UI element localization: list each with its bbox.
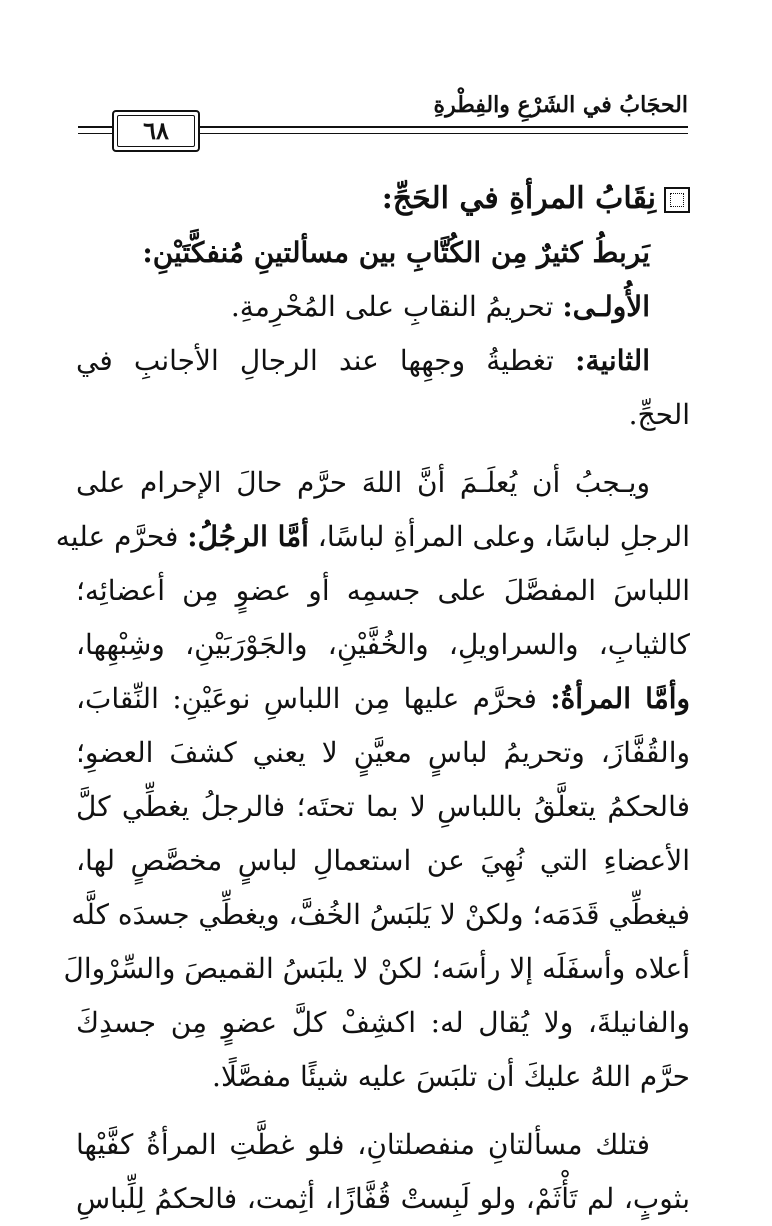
paragraph-line: [76, 672, 690, 726]
text-run: الرجلِ لباسًا، وعلى المرأةِ لباسًا،: [308, 520, 690, 553]
page-header: [78, 92, 688, 152]
paragraph-line: والفانيلةَ، ولا يُقال له: اكشِفْ كلَّ عضوٍ مِن جسدِكَ: [76, 1006, 690, 1039]
page-number: ٦٨: [143, 116, 169, 145]
paragraph-line: فالحكمُ يتعلَّقُ باللباسِ لا بما تحتَه؛ فالرجلُ يغطِّي كلَّ: [76, 790, 690, 823]
paragraph-line: فتلك مسألتانِ منفصلتانِ، فلو غطَّتِ المرأةُ كفَّيْها: [76, 1128, 650, 1161]
text-run: فحرَّم عليه: [55, 520, 188, 553]
paragraph-line: [55, 510, 690, 564]
paragraph-line: اللباسَ المفصَّلَ على جسمِه أو عضوٍ مِن أعضائِه؛: [76, 574, 690, 607]
woman-label: وأمَّا المرأةُ:: [550, 682, 691, 715]
second-label: الثانية:: [575, 344, 650, 377]
running-title: الحجَابُ في الشَرْعِ والفِطْرةِ: [433, 92, 688, 118]
text-run: فحرَّم عليها مِن اللباسِ نوعَيْنِ: النِّقابَ،: [76, 682, 551, 715]
paragraph-line: ويـجبُ أن يُعلَـمَ أنَّ اللهَ حرَّم حالَ الإحرام على: [76, 466, 650, 499]
paragraph-line: بثوبٍ، لم تَأْثَمْ، ولو لَبِستْ قُفَّازًا، أثِمت، فالحكمُ لِلِّباسِ: [76, 1182, 690, 1215]
second-issue: [76, 334, 690, 388]
man-label: أمَّا الرجُلُ:: [187, 520, 309, 553]
first-label: الأُولـى:: [562, 290, 650, 323]
section-marker-icon: [664, 187, 690, 213]
paragraph-line: أعلاه وأسفَلَه إلا رأسَه؛ لكنْ لا يلبَسُ القميصَ والسِّرْوالَ: [63, 952, 690, 985]
second-text: تغطيةُ وجهِها عند الرجالِ الأجانبِ في: [76, 344, 576, 377]
subheading: يَربطُ كثيرٌ مِن الكُتَّابِ بين مسألتينِ مُنفكَّتَيْنِ:: [142, 236, 650, 269]
page-body: [55, 172, 691, 1226]
section-heading-text: نِقَابُ المرأةِ في الحَجِّ:: [381, 181, 656, 216]
section-heading: [76, 172, 690, 226]
paragraph-line: الأعضاءِ التي نُهِيَ عن استعمالِ لباسٍ مخصَّصٍ لها،: [76, 844, 690, 877]
first-text: تحريمُ النقابِ على المُحْرِمةِ.: [230, 290, 563, 323]
second-issue-cont: الحجِّ.: [628, 398, 690, 431]
first-issue: [76, 280, 690, 334]
paragraph-line: والقُفَّازَ، وتحريمُ لباسٍ معيَّنٍ لا يعني كشفَ العضوِ؛: [76, 736, 690, 769]
page-number-box: [112, 110, 200, 152]
paragraph-line: فيغطِّي قَدَمَه؛ ولكنْ لا يَلبَسُ الخُفَّ، ويغطِّي جسدَه كلَّه: [71, 898, 690, 931]
paragraph-line: كالثيابِ، والسراويلِ، والخُفَّيْنِ، والجَوْرَبَيْنِ، وشِبْهِها،: [76, 628, 690, 661]
paragraph-line: حرَّم اللهُ عليكَ أن تلبَسَ عليه شيئًا مفصَّلًا.: [212, 1060, 690, 1093]
